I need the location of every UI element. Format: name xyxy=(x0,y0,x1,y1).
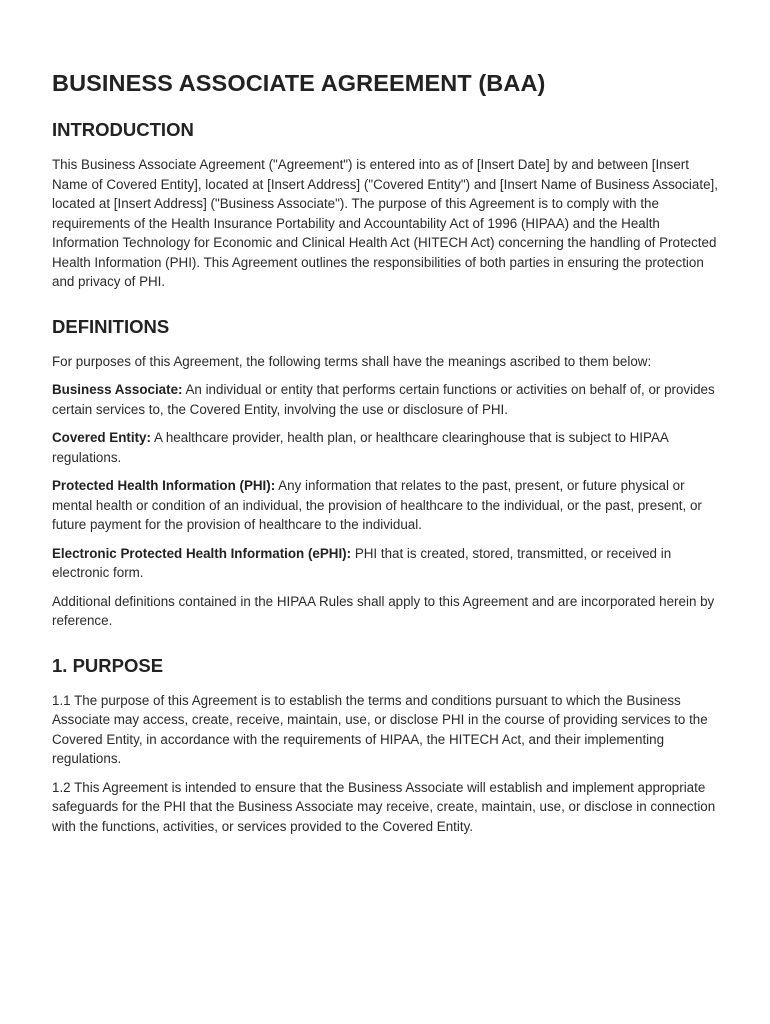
purpose-paragraph-1-1: 1.1 The purpose of this Agreement is to establish the terms and conditions pursuant to which the Business Associate may access, create, receive, maintain, use, or disclose PHI in the course of providing services to the Covered Entity, in accordance with the requirements of HIPAA, the HITECH Act, and their implementing regulations. xyxy=(52,692,708,766)
definition-covered-entity xyxy=(52,428,720,467)
definition-business-associate xyxy=(52,380,720,419)
purpose-paragraph-1-2: 1.2 This Agreement is intended to ensure that the Business Associate will establish and implement appropriate safeguards for the PHI that the Business Associate may receive, create, maintain, use, or disclose in connection with the functions, activities, or services provided to the Covered Entity. xyxy=(52,779,716,834)
introduction-section xyxy=(52,119,720,292)
definition-ephi xyxy=(52,544,720,583)
definition-term: Business Associate: xyxy=(52,382,183,397)
definition-term: Covered Entity: xyxy=(52,430,151,445)
definition-term: Electronic Protected Health Information (ePHI): xyxy=(52,545,352,561)
purpose-heading: 1. PURPOSE xyxy=(52,654,164,676)
definition-term: Protected Health Information (PHI): xyxy=(52,478,276,493)
purpose-section xyxy=(52,655,720,837)
definition-phi xyxy=(52,476,720,535)
definitions-intro: For purposes of this Agreement, the following terms shall have the meanings ascribed to them below: xyxy=(52,353,652,369)
document-title: BUSINESS ASSOCIATE AGREEMENT (BAA) xyxy=(52,70,546,96)
introduction-body: This Business Associate Agreement ("Agreement") is entered into as of [Insert Date] by and between [Insert Name of Covered Entity], located at [Insert Address] ("Covered Entity") and [Insert Name of Business Associate], located at [Insert Address] ("Business Associate"). The purpose of this Agreement is to comply with the requirements of the Health Insurance Portability and Accountability Act of 1996 (HIPAA) and the Health Information Technology for Economic and Clinical Health Act (HITECH Act) concerning the handling of Protected Health Information (PHI). This Agreement outlines the responsibilities of both parties in ensuring the protection and privacy of PHI. xyxy=(52,157,718,289)
definition-text: Any information that relates to the past, present, or future physical or mental health or condition of an individual, the provision of healthcare to the individual, or the past, present, or future payment for the provision of healthcare to the individual. xyxy=(52,478,702,532)
introduction-heading: INTRODUCTION xyxy=(52,119,194,140)
definition-text: A healthcare provider, health plan, or healthcare clearinghouse that is subject to HIPAA regulations. xyxy=(52,430,669,465)
definitions-section xyxy=(52,316,720,631)
definitions-closing: Additional definitions contained in the HIPAA Rules shall apply to this Agreement and are incorporated herein by reference. xyxy=(52,593,715,628)
definition-text: An individual or entity that performs certain functions or activities on behalf of, or provides certain services to, the Covered Entity, involving the use or disclosure of PHI. xyxy=(52,382,715,417)
definitions-heading: DEFINITIONS xyxy=(52,315,170,337)
definition-text: PHI that is created, stored, transmitted, or received in electronic form. xyxy=(52,545,672,580)
